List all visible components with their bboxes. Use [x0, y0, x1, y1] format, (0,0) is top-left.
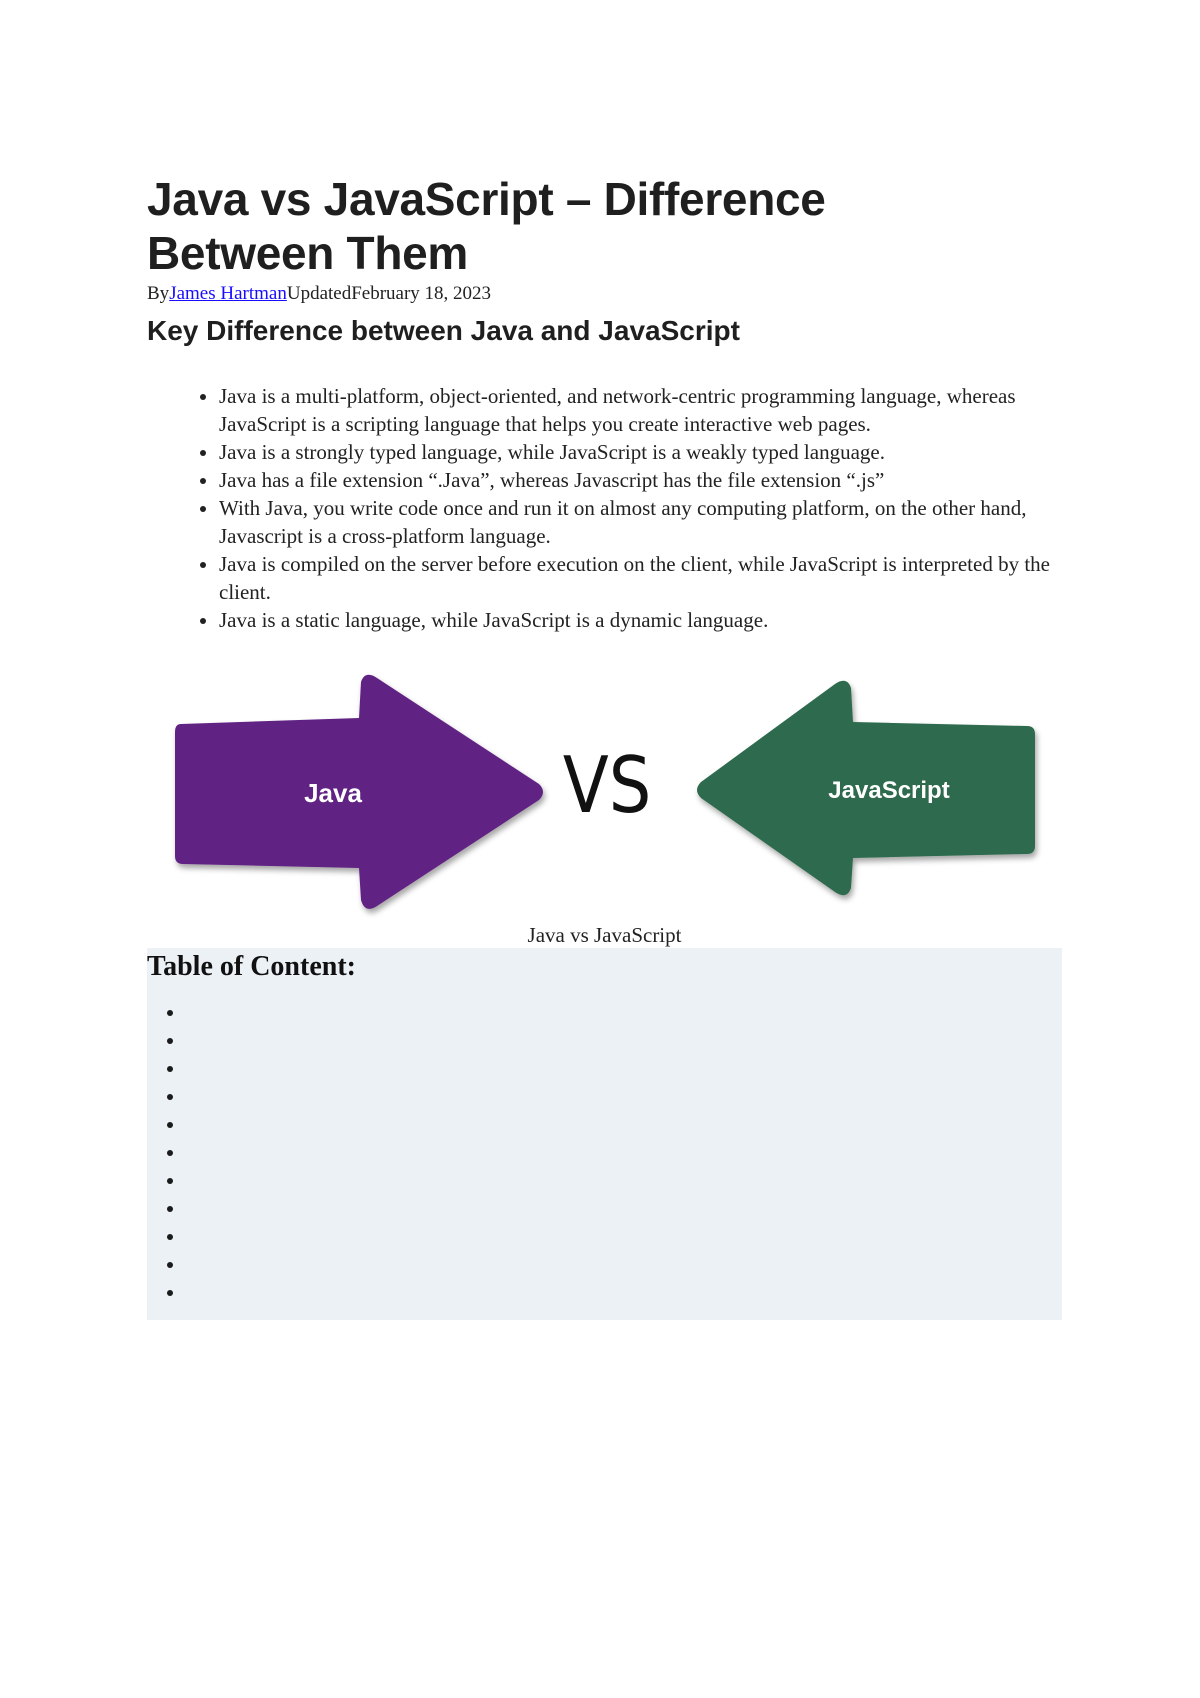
key-differences-list	[147, 382, 1062, 634]
byline-date: February 18, 2023	[351, 283, 492, 304]
table-of-contents	[147, 948, 1062, 1320]
toc-item[interactable]	[185, 1278, 1062, 1306]
comparison-figure	[147, 670, 1062, 948]
toc-item[interactable]	[185, 1082, 1062, 1110]
byline-updated-label: Updated	[286, 283, 352, 304]
javascript-arrow-label: JavaScript	[828, 777, 950, 804]
figure-caption: Java vs JavaScript	[527, 923, 682, 947]
toc-item[interactable]	[185, 1054, 1062, 1082]
toc-item[interactable]	[185, 1138, 1062, 1166]
list-item: • Java is a static language, while JavaScript is a dynamic language.	[219, 606, 1062, 634]
toc-item[interactable]	[185, 1110, 1062, 1138]
list-item: • Java has a file extension “.Java”, whereas Javascript has the file extension “.js”	[219, 466, 1062, 494]
author-link[interactable]: James Hartman	[169, 283, 287, 304]
toc-item[interactable]	[185, 1026, 1062, 1054]
article-title: Java vs JavaScript – Difference Between Them	[147, 173, 826, 279]
list-item: • With Java, you write code once and run it on almost any computing platform, on the other hand, Javascript is a cross-platform language.	[219, 494, 1062, 550]
toc-item[interactable]	[185, 1222, 1062, 1250]
byline-by-label: By	[147, 283, 170, 304]
toc-list	[147, 998, 1062, 1306]
java-arrow-label: Java	[304, 778, 362, 808]
toc-item[interactable]	[185, 1250, 1062, 1278]
java-vs-javascript-image	[147, 670, 1062, 920]
toc-item[interactable]	[185, 1194, 1062, 1222]
toc-heading: Table of Content:	[147, 951, 356, 982]
section-heading: Key Difference between Java and JavaScript	[147, 315, 740, 346]
toc-item[interactable]	[185, 1166, 1062, 1194]
vs-label: VS	[562, 740, 652, 832]
list-item: • Java is a strongly typed language, while JavaScript is a weakly typed language.	[219, 438, 1062, 466]
byline	[147, 282, 1062, 306]
toc-item[interactable]	[185, 998, 1062, 1026]
list-item: • Java is a multi-platform, object-oriented, and network-centric programming language, whereas JavaScript is a scripting language that helps you create interactive web pages.	[219, 382, 1062, 438]
article	[147, 172, 1062, 1320]
list-item: • Java is compiled on the server before execution on the client, while JavaScript is interpreted by the client.	[219, 550, 1062, 606]
